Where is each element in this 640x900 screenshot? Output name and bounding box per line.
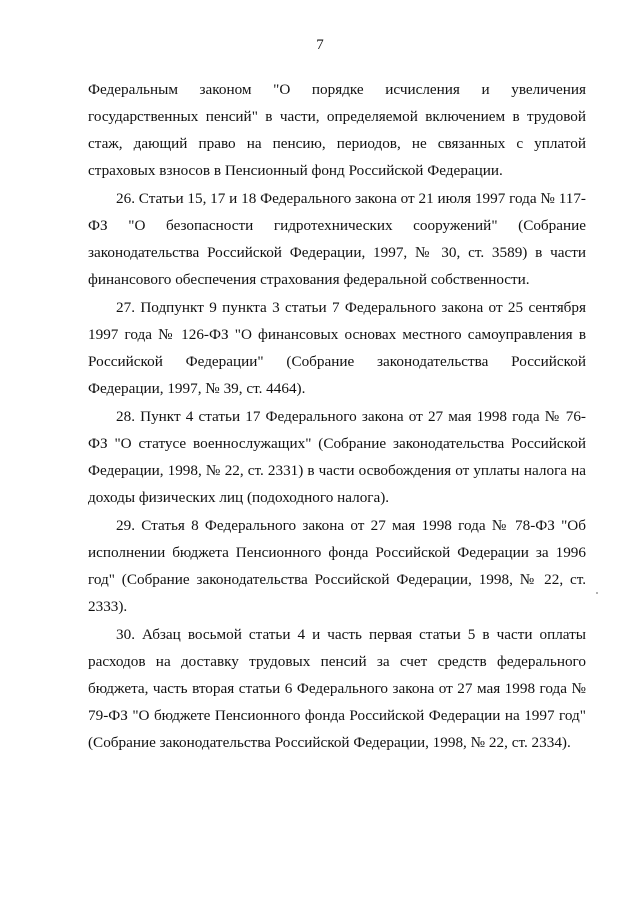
paragraph-29: 29. Статья 8 Федерального закона от 27 мая 1998 года № 78-ФЗ "Об исполнении бюджета Пенсионного фонда Российской Федерации за 1996 год" (Собрание законодательства Российской Федерации, 1998, № 22, ст. 2333).: [88, 517, 586, 615]
paragraph-continued: Федеральным законом "О порядке исчисления и увеличения государственных пенсий" в части, определяемой включением в трудовой стаж, дающий право на пенсию, периодов, не связанных с уплатой страховых взносов в Пенсионный фонд Российской Федерации.: [88, 81, 586, 179]
paragraph-27: 27. Подпункт 9 пункта 3 статьи 7 Федерального закона от 25 сентября 1997 года № 126-ФЗ "О финансовых основах местного самоуправления в Российской Федерации" (Собрание законодательства Российской Федерации, 1997, № 39, ст. 4464).: [88, 299, 586, 397]
paragraph-30: 30. Абзац восьмой статьи 4 и часть первая статьи 5 в части оплаты расходов на доставку трудовых пенсий за счет средств федерального бюджета, часть вторая статьи 6 Федерального закона от 27 мая 1998 года № 79-ФЗ "О бюджете Пенсионного фонда Российской Федерации на 1997 год" (Собрание законодательства Российской Федерации, 1998, № 22, ст. 2334).: [88, 626, 586, 751]
paragraph-26: 26. Статьи 15, 17 и 18 Федерального закона от 21 июля 1997 года № 117-ФЗ "О безопасности гидротехнических сооружений" (Собрание законодательства Российской Федерации, 1997, № 30, ст. 3589) в части финансового обеспечения страхования федеральной собственности.: [88, 190, 586, 288]
document-body: [88, 76, 586, 757]
paragraph-28: 28. Пункт 4 статьи 17 Федерального закона от 27 мая 1998 года № 76-ФЗ "О статусе военнослужащих" (Собрание законодательства Российской Федерации, 1998, № 22, ст. 2331) в части освобождения от уплаты налога на доходы физических лиц (подоходного налога).: [88, 408, 586, 506]
scan-speck: [596, 592, 598, 594]
page-number: 7: [316, 37, 324, 53]
